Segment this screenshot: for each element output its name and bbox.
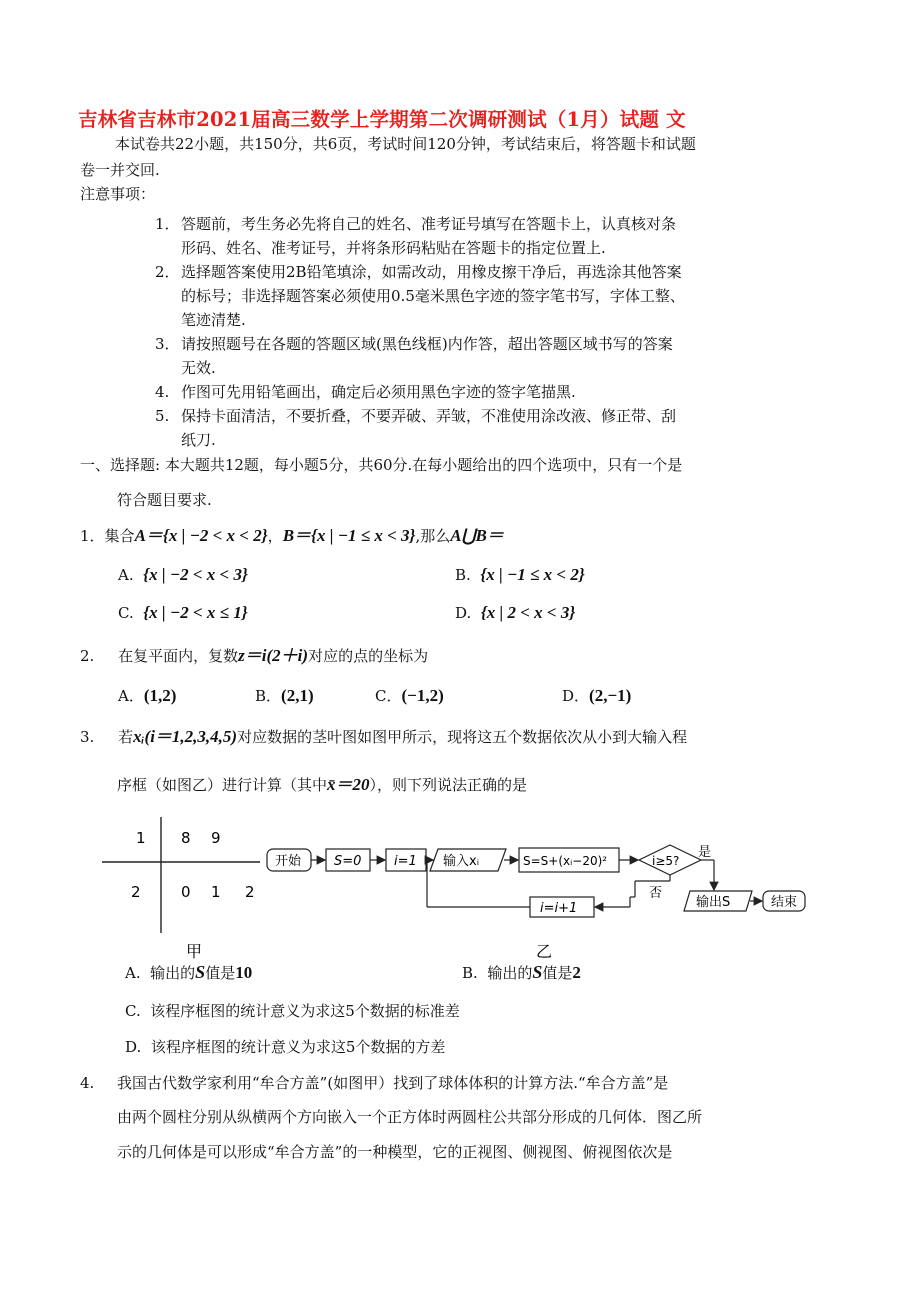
q3-figures [100, 815, 820, 965]
option-d: D. 该程序框图的统计意义为求这5个数据的方差 [125, 1038, 446, 1056]
option-a: A. 输出的S值是10 [125, 962, 253, 982]
notice-text: 笔迹清楚. [181, 311, 246, 329]
notice-heading: 注意事项： [80, 185, 156, 203]
increment-label: i=i+1 [540, 901, 578, 916]
question-text: 集合 [104, 527, 135, 545]
start-label: 开始 [275, 854, 302, 869]
yes-label: 是 [698, 845, 712, 860]
separator: ， [267, 527, 283, 545]
option-d: D．(2,−1) [562, 686, 632, 705]
leaf-value: 1 [211, 883, 221, 901]
question-text: ,那么 [415, 527, 451, 545]
question-2 [80, 646, 428, 666]
union-expression: A⋃B＝ [450, 526, 504, 545]
question-1 [80, 526, 504, 546]
notice-number: 2． [155, 263, 180, 281]
stem-leaf-plot [102, 817, 260, 961]
question-text: 对应数据的茎叶图如图甲所示，现将这五个数据依次从小到大输入程 [237, 728, 688, 746]
notice-number: 3． [155, 335, 180, 353]
option-c: C. {x | −2 < x ≤ 1} [118, 603, 248, 622]
question-3-cont: 序框（如图乙）进行计算（其中x̄＝20），则下列说法正确的是 [117, 775, 528, 794]
section-heading-cont: 符合题目要求. [117, 491, 212, 509]
set-a-expression: A＝{x | −2 < x < 2} [134, 526, 268, 545]
update-label: S=S+(xᵢ−20)² [523, 854, 608, 868]
stem-value: 2 [131, 883, 141, 901]
question-3 [80, 727, 687, 747]
figure-caption: 甲 [186, 942, 203, 961]
output-label: 输出S [696, 895, 731, 910]
question-text: 若 [118, 728, 134, 746]
flowchart [267, 845, 805, 961]
option-b: B．(2,1) [255, 686, 314, 705]
option-a: A. {x | −2 < x < 3} [118, 565, 248, 584]
set-b-expression: B＝{x | −1 ≤ x < 3} [282, 526, 416, 545]
notice-number: 4. [155, 383, 170, 401]
question-number: 4. [80, 1074, 95, 1092]
question-text: 由两个圆柱分别从纵横两个方向嵌入一个正方体时两圆柱公共部分形成的几何体．图乙所 [117, 1108, 703, 1126]
notice-text: 作图可先用铅笔画出，确定后必须用黑色字迹的签字笔描黑. [181, 383, 576, 401]
option-a: A．(1,2) [118, 686, 177, 705]
end-label: 结束 [771, 895, 798, 910]
option-c: C．(−1,2) [375, 686, 444, 705]
notice-number: 1． [155, 215, 180, 233]
option-b: B. {x | −1 ≤ x < 2} [455, 565, 585, 584]
notice-text: 纸刀. [181, 431, 216, 449]
question-text: 示的几何体是可以形成“牟合方盖”的一种模型，它的正视图、侧视图、俯视图依次是 [117, 1143, 673, 1161]
notice-text: 选择题答案使用2B铅笔填涂，如需改动，用橡皮擦干净后，再选涂其他答案 [181, 263, 682, 281]
init-s-label: S=0 [334, 854, 362, 869]
leaf-value: 0 [181, 883, 191, 901]
question-number: 3. [80, 728, 95, 746]
question-text: 我国古代数学家利用“牟合方盖”(如图甲）找到了球体体积的计算方法.“牟合方盖”是 [117, 1074, 669, 1092]
notice-text: 保持卡面清洁，不要折叠，不要弄破、弄皱，不准使用涂改液、修正带、刮 [181, 407, 677, 425]
option-d: D. {x | 2 < x < 3} [455, 603, 576, 622]
stem-value: 1 [136, 829, 146, 847]
notice-text: 无效. [181, 359, 216, 377]
question-number: 2. [80, 647, 95, 665]
mean-expression: x̄＝20 [327, 775, 370, 794]
notice-text: 形码、姓名、准考证号，并将条形码粘贴在答题卡的指定位置上. [181, 239, 606, 257]
notice-text: 答题前，考生务必先将自己的姓名、准考证号填写在答题卡上，认真核对条 [181, 215, 677, 233]
option-c: C. 该程序框图的统计意义为求这5个数据的标准差 [125, 1002, 460, 1020]
question-text: 对应的点的坐标为 [308, 647, 429, 665]
notice-number: 5. [155, 407, 170, 425]
leaf-value: 9 [211, 829, 221, 847]
index-expression: xᵢ(i＝1,2,3,4,5) [133, 727, 238, 746]
condition-label: i≥5? [652, 854, 680, 868]
intro-line: 本试卷共22小题，共150分，共6页，考试时间120分钟，考试结束后，将答题卡和试题 [115, 135, 696, 153]
option-b: B. 输出的S值是2 [462, 962, 581, 982]
question-text: 在复平面内，复数 [118, 647, 239, 665]
leaf-value: 8 [181, 829, 191, 847]
input-label: 输入xᵢ [443, 854, 480, 869]
figure-caption: 乙 [536, 942, 553, 961]
notice-text: 的标号；非选择题答案必须使用0.5毫米黑色字迹的签字笔书写，字体工整、 [181, 287, 685, 305]
exam-title: 吉林省吉林市2021届高三数学上学期第二次调研测试（1月）试题 文 [78, 108, 686, 131]
question-number: 1． [80, 527, 105, 545]
section-heading: 一、选择题: 本大题共12题，每小题5分，共60分.在每小题给出的四个选项中，只有一个是 [80, 456, 683, 474]
complex-expression: z＝i(2＋i) [238, 646, 309, 665]
init-i-label: i=1 [394, 854, 417, 869]
notice-text: 请按照题号在各题的答题区域(黑色线框)内作答，超出答题区域书写的答案 [181, 335, 673, 353]
no-label: 否 [649, 886, 663, 901]
intro-line: 卷一并交回. [80, 161, 160, 179]
leaf-value: 2 [245, 883, 255, 901]
